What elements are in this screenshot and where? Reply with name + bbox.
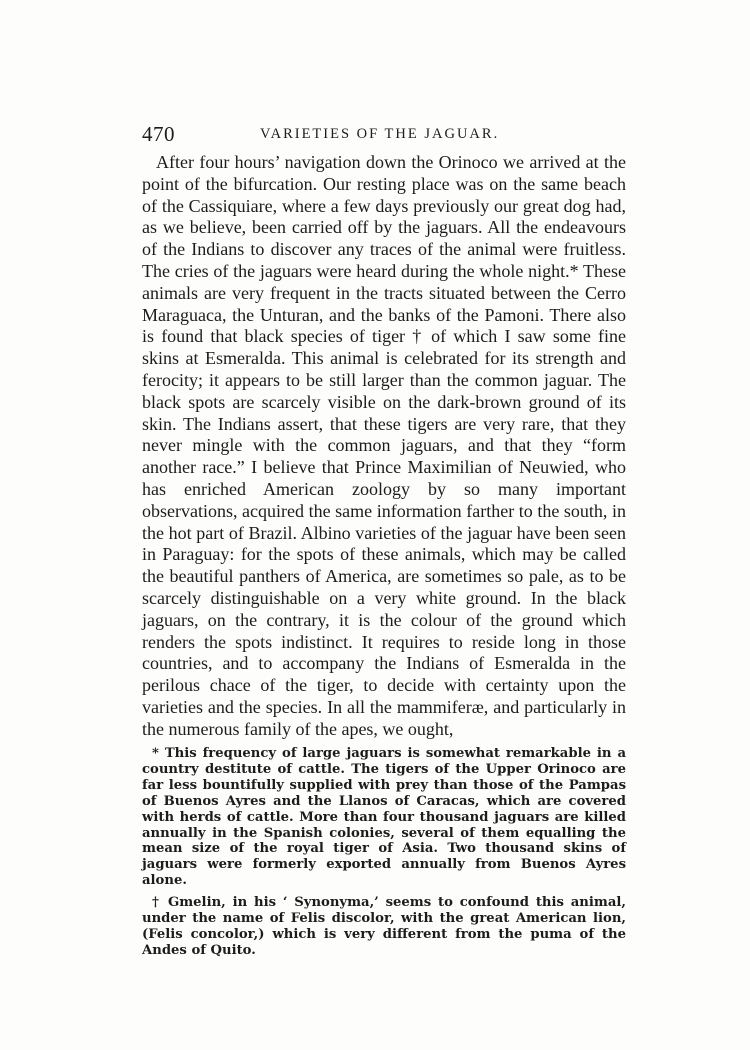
page-number: 470 xyxy=(142,122,175,146)
footnote-jaguar-frequency: * This frequency of large jaguars is somewhat remarkable in a country destitute of cattle. The tigers of the Upper Orinoco are far less bountifully supplied with prey than those of the Pampas of Buenos Ayres and the Llanos of Caracas, which are covered with herds of cattle. More than four thousand jaguars are killed annually in the Spanish colonies, several of them equalling the mean size of the royal tiger of Asia. Two thousand skins of jaguars were formerly exported annually from Buenos Ayres alone. xyxy=(142,746,626,889)
footnotes xyxy=(142,746,626,965)
running-head xyxy=(142,122,632,146)
body-paragraph: After four hours’ navigation down the Orinoco we arrived at the point of the bifurcation. Our resting place was on the same beach of the Cassiquiare, where a few days previously our great dog had, as we believe, been carried off by the jaguars. All the endeavours of the Indians to discover any traces of the animal were fruitless. The cries of the jaguars were heard during the whole night.* These animals are very frequent in the tracts situated between the Cerro Maraguaca, the Unturan, and the banks of the Pamoni. There also is found that black species of tiger † of which I saw some fine skins at Esmeralda. This animal is celebrated for its strength and ferocity; it appears to be still larger than the common jaguar. The black spots are scarcely visible on the dark-brown ground of its skin. The Indians assert, that these tigers are very rare, that they never mingle with the common jaguars, and that they “form another race.” I believe that Prince Maximilian of Neuwied, who has enriched American zoology by so many important observations, acquired the same information farther to the south, in the hot part of Brazil. Albino varieties of the jaguar have been seen in Paraguay: for the spots of these animals, which may be called the beautiful panthers of America, are sometimes so pale, as to be scarcely distinguishable on a very white ground. In the black jaguars, on the contrary, it is the colour of the ground which renders the spots indistinct. It requires to reside long in those countries, and to accompany the Indians of Esmeralda in the perilous chace of the tiger, to decide with certainty upon the varieties and the species. In all the mammiferæ, and particularly in the numerous family of the apes, we ought, xyxy=(142,152,626,739)
running-title: VARIETIES OF THE JAGUAR. xyxy=(260,126,500,142)
footnote-gmelin: † Gmelin, in his ‘ Synonyma,’ seems to confound this animal, under the name of Felis discolor, with the great American lion, (Felis concolor,) which is very different from the puma of the Andes of Quito. xyxy=(142,895,626,958)
main-text xyxy=(142,152,626,741)
